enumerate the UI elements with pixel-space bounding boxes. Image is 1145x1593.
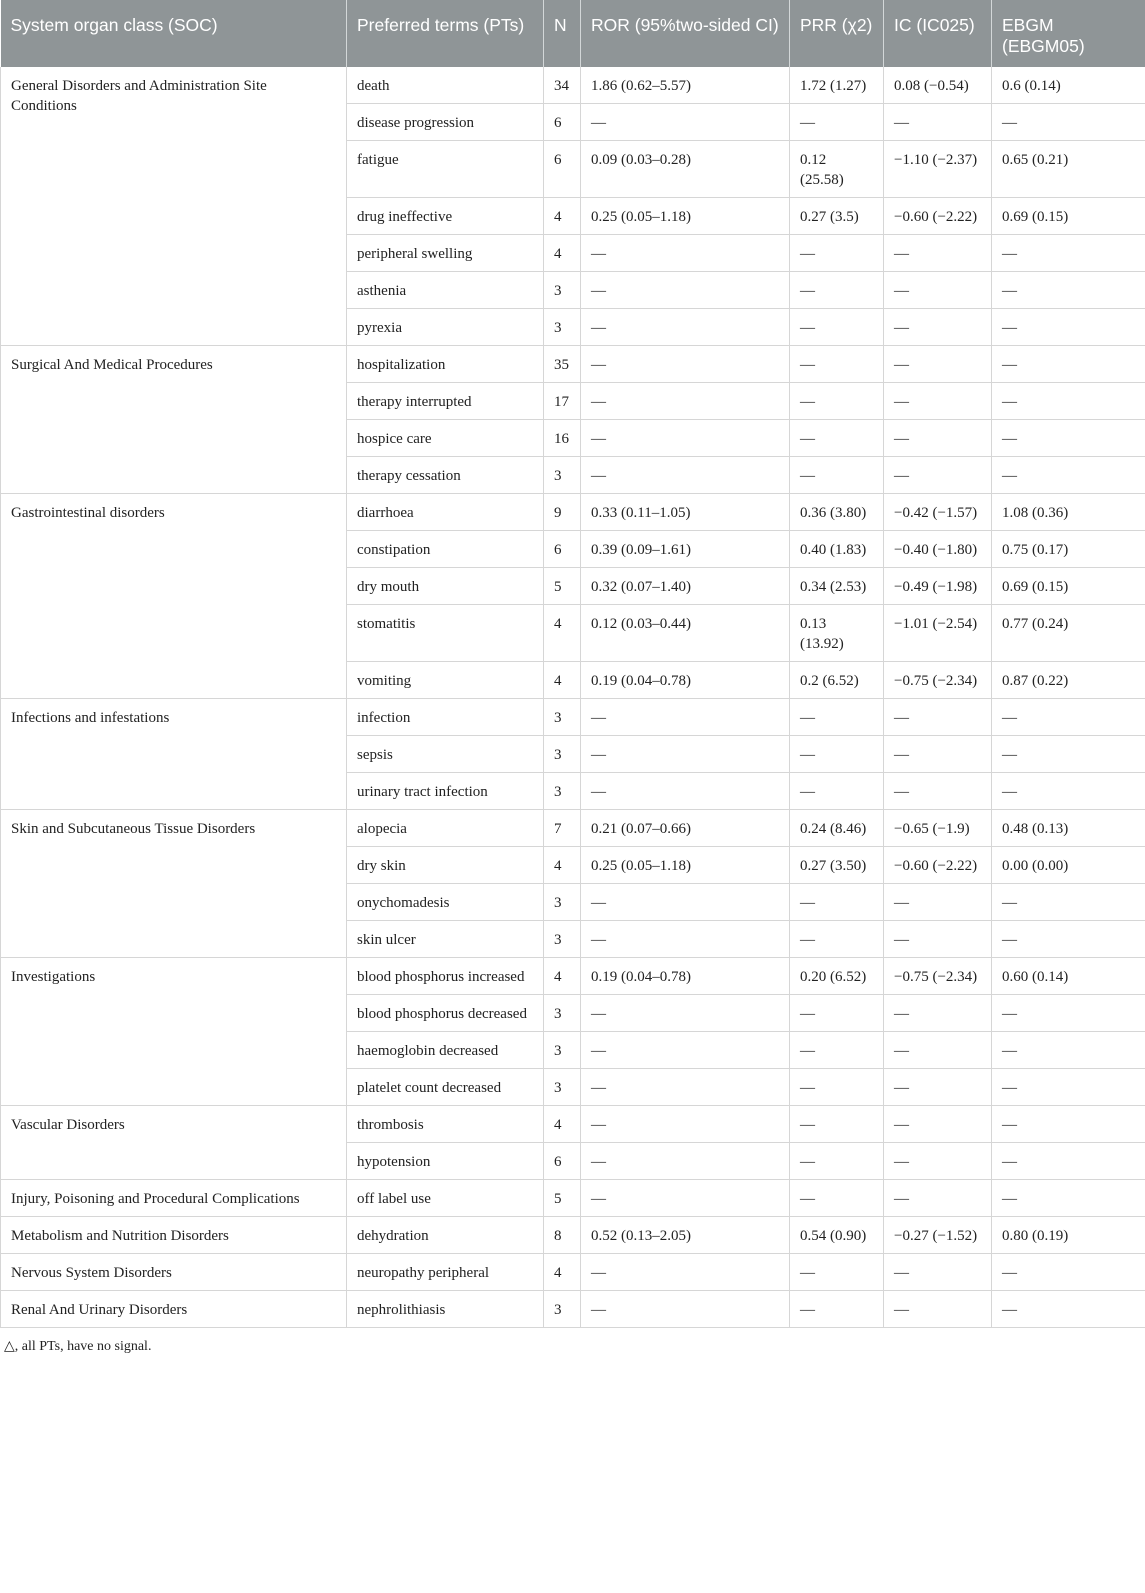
- cell-ebgm: 0.80 (0.19): [992, 1217, 1145, 1254]
- cell-ic: —: [884, 1143, 992, 1180]
- cell-ror: —: [581, 1291, 790, 1328]
- cell-ror: —: [581, 736, 790, 773]
- cell-ebgm: 0.77 (0.24): [992, 605, 1145, 662]
- cell-n: 4: [544, 235, 581, 272]
- cell-n: 3: [544, 1069, 581, 1106]
- cell-ebgm: —: [992, 1069, 1145, 1106]
- cell-pt: dry skin: [347, 847, 544, 884]
- cell-ror: —: [581, 420, 790, 457]
- cell-ebgm: —: [992, 235, 1145, 272]
- cell-n: 3: [544, 272, 581, 309]
- cell-ror: —: [581, 235, 790, 272]
- cell-ic: —: [884, 921, 992, 958]
- cell-ror: —: [581, 995, 790, 1032]
- cell-n: 4: [544, 662, 581, 699]
- cell-soc: Injury, Poisoning and Procedural Complications: [1, 1180, 347, 1217]
- cell-n: 4: [544, 605, 581, 662]
- cell-ebgm: —: [992, 104, 1145, 141]
- cell-prr: 0.27 (3.5): [790, 198, 884, 235]
- cell-ebgm: —: [992, 1106, 1145, 1143]
- cell-ebgm: —: [992, 1254, 1145, 1291]
- cell-soc: Infections and infestations: [1, 699, 347, 810]
- cell-n: 4: [544, 958, 581, 995]
- cell-prr: —: [790, 995, 884, 1032]
- cell-prr: —: [790, 1032, 884, 1069]
- cell-ror: —: [581, 457, 790, 494]
- cell-prr: —: [790, 1180, 884, 1217]
- cell-soc: Vascular Disorders: [1, 1106, 347, 1180]
- cell-prr: —: [790, 1069, 884, 1106]
- cell-ic: —: [884, 272, 992, 309]
- cell-prr: 1.72 (1.27): [790, 67, 884, 104]
- cell-ror: 0.19 (0.04–0.78): [581, 662, 790, 699]
- cell-prr: 0.36 (3.80): [790, 494, 884, 531]
- cell-pt: death: [347, 67, 544, 104]
- cell-prr: 0.27 (3.50): [790, 847, 884, 884]
- header-n: N: [544, 0, 581, 67]
- cell-ror: —: [581, 699, 790, 736]
- cell-prr: 0.2 (6.52): [790, 662, 884, 699]
- cell-ebgm: —: [992, 457, 1145, 494]
- cell-pt: vomiting: [347, 662, 544, 699]
- table-row: [1, 494, 1145, 531]
- cell-ror: —: [581, 773, 790, 810]
- cell-ebgm: 0.87 (0.22): [992, 662, 1145, 699]
- cell-prr: —: [790, 457, 884, 494]
- cell-pt: hypotension: [347, 1143, 544, 1180]
- cell-soc: Renal And Urinary Disorders: [1, 1291, 347, 1328]
- cell-ebgm: —: [992, 272, 1145, 309]
- table-row: [1, 1291, 1145, 1328]
- header-prr: PRR (χ2): [790, 0, 884, 67]
- cell-prr: 0.20 (6.52): [790, 958, 884, 995]
- cell-pt: therapy cessation: [347, 457, 544, 494]
- cell-pt: dehydration: [347, 1217, 544, 1254]
- table-row: [1, 1106, 1145, 1143]
- table-row: [1, 810, 1145, 847]
- cell-ic: —: [884, 309, 992, 346]
- cell-pt: dry mouth: [347, 568, 544, 605]
- cell-ror: —: [581, 1069, 790, 1106]
- cell-pt: onychomadesis: [347, 884, 544, 921]
- cell-n: 34: [544, 67, 581, 104]
- header-pt: Preferred terms (PTs): [347, 0, 544, 67]
- cell-pt: skin ulcer: [347, 921, 544, 958]
- cell-ic: 0.08 (−0.54): [884, 67, 992, 104]
- cell-prr: 0.40 (1.83): [790, 531, 884, 568]
- cell-ebgm: 0.48 (0.13): [992, 810, 1145, 847]
- cell-ic: −0.40 (−1.80): [884, 531, 992, 568]
- cell-ebgm: 1.08 (0.36): [992, 494, 1145, 531]
- cell-ror: —: [581, 1106, 790, 1143]
- cell-soc: Gastrointestinal disorders: [1, 494, 347, 699]
- cell-ror: —: [581, 1180, 790, 1217]
- cell-n: 3: [544, 773, 581, 810]
- cell-ic: —: [884, 457, 992, 494]
- cell-ror: 0.52 (0.13–2.05): [581, 1217, 790, 1254]
- cell-ic: —: [884, 1069, 992, 1106]
- cell-n: 3: [544, 699, 581, 736]
- cell-n: 3: [544, 1291, 581, 1328]
- cell-prr: —: [790, 235, 884, 272]
- cell-n: 4: [544, 198, 581, 235]
- table-body: [1, 67, 1145, 1328]
- cell-pt: nephrolithiasis: [347, 1291, 544, 1328]
- cell-pt: asthenia: [347, 272, 544, 309]
- cell-pt: pyrexia: [347, 309, 544, 346]
- cell-prr: —: [790, 1143, 884, 1180]
- cell-pt: peripheral swelling: [347, 235, 544, 272]
- cell-n: 3: [544, 309, 581, 346]
- cell-ic: —: [884, 346, 992, 383]
- table-row: [1, 1217, 1145, 1254]
- cell-ror: —: [581, 272, 790, 309]
- cell-prr: —: [790, 1291, 884, 1328]
- cell-pt: haemoglobin decreased: [347, 1032, 544, 1069]
- cell-ror: 0.25 (0.05–1.18): [581, 198, 790, 235]
- cell-ic: −0.60 (−2.22): [884, 198, 992, 235]
- cell-ror: 0.09 (0.03–0.28): [581, 141, 790, 198]
- cell-ic: —: [884, 1254, 992, 1291]
- table-row: [1, 958, 1145, 995]
- cell-ror: —: [581, 1254, 790, 1291]
- cell-pt: constipation: [347, 531, 544, 568]
- cell-ror: —: [581, 921, 790, 958]
- cell-ror: 0.12 (0.03–0.44): [581, 605, 790, 662]
- cell-ebgm: 0.00 (0.00): [992, 847, 1145, 884]
- cell-pt: off label use: [347, 1180, 544, 1217]
- cell-ic: —: [884, 235, 992, 272]
- cell-ebgm: —: [992, 309, 1145, 346]
- cell-pt: hospice care: [347, 420, 544, 457]
- cell-prr: —: [790, 921, 884, 958]
- cell-pt: diarrhoea: [347, 494, 544, 531]
- cell-prr: —: [790, 736, 884, 773]
- cell-soc: Nervous System Disorders: [1, 1254, 347, 1291]
- cell-ror: —: [581, 346, 790, 383]
- cell-n: 3: [544, 1032, 581, 1069]
- cell-n: 5: [544, 1180, 581, 1217]
- cell-ic: —: [884, 1291, 992, 1328]
- cell-ebgm: —: [992, 773, 1145, 810]
- table-header: [1, 0, 1145, 67]
- cell-ic: −0.60 (−2.22): [884, 847, 992, 884]
- cell-ebgm: —: [992, 1143, 1145, 1180]
- cell-ror: 0.21 (0.07–0.66): [581, 810, 790, 847]
- cell-ror: 0.39 (0.09–1.61): [581, 531, 790, 568]
- cell-pt: hospitalization: [347, 346, 544, 383]
- cell-ror: 0.25 (0.05–1.18): [581, 847, 790, 884]
- cell-ebgm: —: [992, 1291, 1145, 1328]
- cell-n: 3: [544, 921, 581, 958]
- cell-ic: —: [884, 104, 992, 141]
- cell-soc: General Disorders and Administration Site Conditions: [1, 67, 347, 346]
- cell-prr: —: [790, 383, 884, 420]
- cell-ror: —: [581, 1032, 790, 1069]
- cell-n: 6: [544, 104, 581, 141]
- cell-n: 8: [544, 1217, 581, 1254]
- header-ebgm: EBGM (EBGM05): [992, 0, 1145, 67]
- cell-soc: Surgical And Medical Procedures: [1, 346, 347, 494]
- cell-ic: −0.27 (−1.52): [884, 1217, 992, 1254]
- cell-pt: sepsis: [347, 736, 544, 773]
- cell-pt: therapy interrupted: [347, 383, 544, 420]
- cell-n: 4: [544, 847, 581, 884]
- cell-pt: urinary tract infection: [347, 773, 544, 810]
- cell-ebgm: 0.69 (0.15): [992, 198, 1145, 235]
- cell-n: 6: [544, 1143, 581, 1180]
- cell-soc: Metabolism and Nutrition Disorders: [1, 1217, 347, 1254]
- cell-pt: infection: [347, 699, 544, 736]
- table-row: [1, 67, 1145, 104]
- cell-n: 4: [544, 1254, 581, 1291]
- cell-ic: −0.75 (−2.34): [884, 958, 992, 995]
- cell-ebgm: —: [992, 884, 1145, 921]
- cell-ebgm: —: [992, 420, 1145, 457]
- cell-ebgm: —: [992, 1180, 1145, 1217]
- cell-pt: disease progression: [347, 104, 544, 141]
- cell-n: 6: [544, 141, 581, 198]
- cell-pt: thrombosis: [347, 1106, 544, 1143]
- cell-pt: neuropathy peripheral: [347, 1254, 544, 1291]
- cell-prr: 0.24 (8.46): [790, 810, 884, 847]
- cell-n: 6: [544, 531, 581, 568]
- cell-ebgm: 0.75 (0.17): [992, 531, 1145, 568]
- cell-prr: —: [790, 884, 884, 921]
- cell-ebgm: —: [992, 383, 1145, 420]
- cell-ic: −1.01 (−2.54): [884, 605, 992, 662]
- cell-ic: —: [884, 699, 992, 736]
- cell-n: 3: [544, 884, 581, 921]
- cell-ror: 0.32 (0.07–1.40): [581, 568, 790, 605]
- cell-ror: —: [581, 309, 790, 346]
- cell-pt: alopecia: [347, 810, 544, 847]
- cell-pt: stomatitis: [347, 605, 544, 662]
- cell-ror: —: [581, 383, 790, 420]
- cell-ror: 0.33 (0.11–1.05): [581, 494, 790, 531]
- table-footnote: △, all PTs, have no signal.: [4, 1339, 152, 1354]
- cell-n: 16: [544, 420, 581, 457]
- cell-ror: 0.19 (0.04–0.78): [581, 958, 790, 995]
- cell-ic: —: [884, 995, 992, 1032]
- cell-ic: −0.65 (−1.9): [884, 810, 992, 847]
- cell-ebgm: —: [992, 995, 1145, 1032]
- cell-prr: —: [790, 309, 884, 346]
- cell-ebgm: —: [992, 921, 1145, 958]
- cell-ic: −0.49 (−1.98): [884, 568, 992, 605]
- cell-ror: —: [581, 104, 790, 141]
- cell-prr: 0.34 (2.53): [790, 568, 884, 605]
- cell-n: 3: [544, 457, 581, 494]
- cell-prr: —: [790, 272, 884, 309]
- cell-ic: —: [884, 736, 992, 773]
- cell-ic: −1.10 (−2.37): [884, 141, 992, 198]
- cell-prr: 0.12 (25.58): [790, 141, 884, 198]
- cell-ic: —: [884, 420, 992, 457]
- cell-ic: —: [884, 1180, 992, 1217]
- cell-prr: 0.13 (13.92): [790, 605, 884, 662]
- cell-ic: —: [884, 1106, 992, 1143]
- cell-prr: —: [790, 699, 884, 736]
- cell-ic: −0.42 (−1.57): [884, 494, 992, 531]
- table-row: [1, 1180, 1145, 1217]
- cell-n: 3: [544, 995, 581, 1032]
- table-row: [1, 699, 1145, 736]
- cell-pt: platelet count decreased: [347, 1069, 544, 1106]
- cell-ic: —: [884, 884, 992, 921]
- cell-ebgm: —: [992, 346, 1145, 383]
- cell-ror: —: [581, 1143, 790, 1180]
- cell-pt: blood phosphorus increased: [347, 958, 544, 995]
- cell-prr: —: [790, 773, 884, 810]
- cell-n: 4: [544, 1106, 581, 1143]
- header-ic: IC (IC025): [884, 0, 992, 67]
- cell-pt: drug ineffective: [347, 198, 544, 235]
- cell-n: 17: [544, 383, 581, 420]
- table-row: [1, 346, 1145, 383]
- cell-ebgm: 0.69 (0.15): [992, 568, 1145, 605]
- cell-prr: —: [790, 420, 884, 457]
- cell-prr: —: [790, 346, 884, 383]
- cell-prr: 0.54 (0.90): [790, 1217, 884, 1254]
- cell-ebgm: —: [992, 699, 1145, 736]
- cell-ebgm: 0.6 (0.14): [992, 67, 1145, 104]
- cell-n: 7: [544, 810, 581, 847]
- cell-n: 9: [544, 494, 581, 531]
- cell-ror: 1.86 (0.62–5.57): [581, 67, 790, 104]
- cell-pt: fatigue: [347, 141, 544, 198]
- cell-ic: —: [884, 773, 992, 810]
- cell-prr: —: [790, 104, 884, 141]
- table-row: [1, 1254, 1145, 1291]
- cell-prr: —: [790, 1254, 884, 1291]
- header-ror: ROR (95%two-sided CI): [581, 0, 790, 67]
- header-row: [1, 0, 1145, 67]
- cell-ebgm: —: [992, 736, 1145, 773]
- cell-n: 3: [544, 736, 581, 773]
- cell-n: 35: [544, 346, 581, 383]
- cell-ic: −0.75 (−2.34): [884, 662, 992, 699]
- cell-ic: —: [884, 383, 992, 420]
- cell-pt: blood phosphorus decreased: [347, 995, 544, 1032]
- cell-soc: Skin and Subcutaneous Tissue Disorders: [1, 810, 347, 958]
- cell-soc: Investigations: [1, 958, 347, 1106]
- header-soc: System organ class (SOC): [1, 0, 347, 67]
- cell-ebgm: 0.65 (0.21): [992, 141, 1145, 198]
- cell-ror: —: [581, 884, 790, 921]
- cell-prr: —: [790, 1106, 884, 1143]
- cell-n: 5: [544, 568, 581, 605]
- cell-ebgm: 0.60 (0.14): [992, 958, 1145, 995]
- cell-ic: —: [884, 1032, 992, 1069]
- cell-ebgm: —: [992, 1032, 1145, 1069]
